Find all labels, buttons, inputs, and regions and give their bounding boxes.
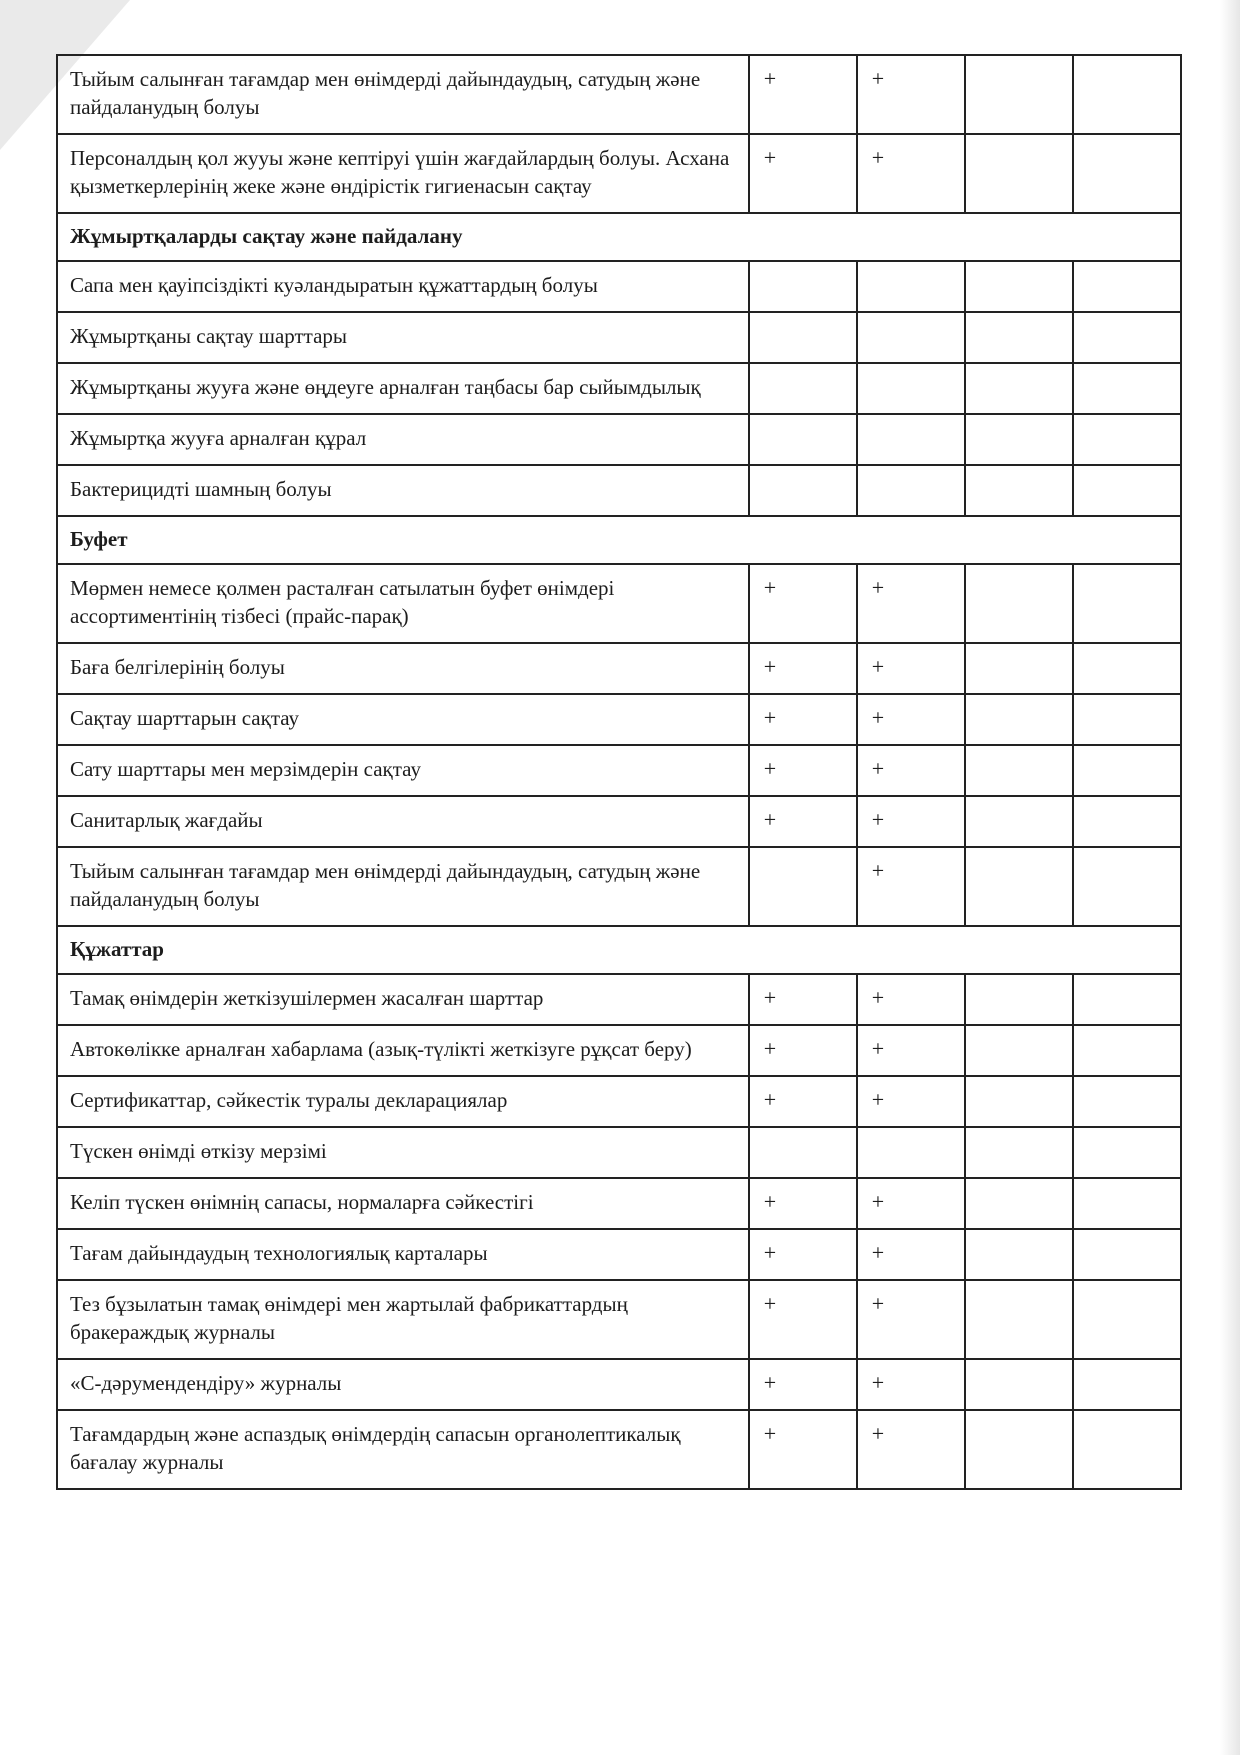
mark-cell-3: [965, 414, 1073, 465]
mark-cell-2: +: [857, 1280, 965, 1359]
mark-cell-1: [749, 465, 857, 516]
mark-cell-1: +: [749, 694, 857, 745]
checklist-row: [57, 1410, 1181, 1489]
mark-cell-3: [965, 796, 1073, 847]
mark-cell-1: +: [749, 974, 857, 1025]
checklist-row: [57, 643, 1181, 694]
mark-cell-1: +: [749, 1229, 857, 1280]
checklist-row: [57, 1280, 1181, 1359]
requirement-text: Жұмыртқаны жууға және өңдеуге арналған таңбасы бар сыйымдылық: [57, 363, 749, 414]
checklist-table: [56, 54, 1182, 1490]
checklist-row: [57, 745, 1181, 796]
requirement-text: Тез бұзылатын тамақ өнімдері мен жартылай фабрикаттардың бракераждық журналы: [57, 1280, 749, 1359]
requirement-text: Мөрмен немесе қолмен расталған сатылатын буфет өнімдері ассортиментінің тізбесі (прайс-парақ): [57, 564, 749, 643]
checklist-row: [57, 134, 1181, 213]
requirement-text: Сапа мен қауіпсіздікті куәландыратын құжаттардың болуы: [57, 261, 749, 312]
mark-cell-4: [1073, 1127, 1181, 1178]
mark-cell-3: [965, 1178, 1073, 1229]
mark-cell-4: [1073, 1280, 1181, 1359]
mark-cell-1: +: [749, 1025, 857, 1076]
mark-cell-3: [965, 1076, 1073, 1127]
checklist-row: [57, 847, 1181, 926]
mark-cell-4: [1073, 55, 1181, 134]
mark-cell-4: [1073, 414, 1181, 465]
section-header-row: [57, 926, 1181, 974]
checklist-row: [57, 796, 1181, 847]
mark-cell-2: +: [857, 694, 965, 745]
mark-cell-3: [965, 465, 1073, 516]
mark-cell-1: +: [749, 745, 857, 796]
checklist-row: [57, 1127, 1181, 1178]
mark-cell-4: [1073, 1229, 1181, 1280]
mark-cell-2: +: [857, 134, 965, 213]
mark-cell-4: [1073, 363, 1181, 414]
checklist-body: [57, 55, 1181, 1489]
requirement-text: Бактерицидті шамның болуы: [57, 465, 749, 516]
requirement-text: Сертификаттар, сәйкестік туралы декларациялар: [57, 1076, 749, 1127]
checklist-row: [57, 564, 1181, 643]
mark-cell-1: +: [749, 55, 857, 134]
requirement-text: «С-дәрумендендіру» журналы: [57, 1359, 749, 1410]
mark-cell-2: +: [857, 643, 965, 694]
mark-cell-2: +: [857, 564, 965, 643]
mark-cell-1: [749, 414, 857, 465]
mark-cell-1: [749, 363, 857, 414]
requirement-text: Тыйым салынған тағамдар мен өнімдерді дайындаудың, сатудың және пайдаланудың болуы: [57, 55, 749, 134]
mark-cell-3: [965, 1410, 1073, 1489]
section-title: Құжаттар: [57, 926, 1181, 974]
mark-cell-4: [1073, 134, 1181, 213]
section-title: Буфет: [57, 516, 1181, 564]
mark-cell-4: [1073, 261, 1181, 312]
requirement-text: Персоналдың қол жууы және кептіруі үшін жағдайлардың болуы. Асхана қызметкерлерінің жеке және өндірістік гигиенасын сақтау: [57, 134, 749, 213]
mark-cell-2: [857, 363, 965, 414]
checklist-row: [57, 1359, 1181, 1410]
mark-cell-2: [857, 414, 965, 465]
requirement-text: Түскен өнімді өткізу мерзімі: [57, 1127, 749, 1178]
checklist-row: [57, 312, 1181, 363]
mark-cell-2: +: [857, 745, 965, 796]
mark-cell-3: [965, 564, 1073, 643]
mark-cell-1: +: [749, 564, 857, 643]
mark-cell-1: +: [749, 1410, 857, 1489]
mark-cell-1: [749, 847, 857, 926]
mark-cell-2: +: [857, 1025, 965, 1076]
mark-cell-2: [857, 465, 965, 516]
mark-cell-2: +: [857, 1076, 965, 1127]
checklist-row: [57, 1178, 1181, 1229]
checklist-row: [57, 261, 1181, 312]
mark-cell-1: +: [749, 643, 857, 694]
mark-cell-4: [1073, 643, 1181, 694]
mark-cell-3: [965, 745, 1073, 796]
mark-cell-3: [965, 363, 1073, 414]
mark-cell-1: +: [749, 796, 857, 847]
mark-cell-4: [1073, 1410, 1181, 1489]
section-header-row: [57, 213, 1181, 261]
requirement-text: Келіп түскен өнімнің сапасы, нормаларға сәйкестігі: [57, 1178, 749, 1229]
mark-cell-3: [965, 1229, 1073, 1280]
mark-cell-2: +: [857, 796, 965, 847]
mark-cell-3: [965, 1127, 1073, 1178]
mark-cell-1: +: [749, 1359, 857, 1410]
mark-cell-3: [965, 55, 1073, 134]
mark-cell-2: +: [857, 847, 965, 926]
requirement-text: Сату шарттары мен мерзімдерін сақтау: [57, 745, 749, 796]
mark-cell-3: [965, 1280, 1073, 1359]
mark-cell-2: +: [857, 1229, 965, 1280]
mark-cell-4: [1073, 847, 1181, 926]
mark-cell-2: [857, 261, 965, 312]
mark-cell-4: [1073, 1076, 1181, 1127]
section-header-row: [57, 516, 1181, 564]
mark-cell-4: [1073, 1359, 1181, 1410]
mark-cell-3: [965, 847, 1073, 926]
requirement-text: Тағамдардың және аспаздық өнімдердің сапасын органолептикалық бағалау журналы: [57, 1410, 749, 1489]
requirement-text: Автокөлікке арналған хабарлама (азық-түлікті жеткізуге рұқсат беру): [57, 1025, 749, 1076]
mark-cell-3: [965, 134, 1073, 213]
mark-cell-4: [1073, 745, 1181, 796]
checklist-row: [57, 1229, 1181, 1280]
mark-cell-3: [965, 974, 1073, 1025]
mark-cell-1: +: [749, 1076, 857, 1127]
mark-cell-3: [965, 643, 1073, 694]
mark-cell-3: [965, 1359, 1073, 1410]
mark-cell-1: +: [749, 134, 857, 213]
mark-cell-4: [1073, 312, 1181, 363]
mark-cell-2: [857, 1127, 965, 1178]
mark-cell-2: +: [857, 1178, 965, 1229]
requirement-text: Тыйым салынған тағамдар мен өнімдерді дайындаудың, сатудың және пайдаланудың болуы: [57, 847, 749, 926]
mark-cell-2: +: [857, 1359, 965, 1410]
mark-cell-3: [965, 694, 1073, 745]
requirement-text: Баға белгілерінің болуы: [57, 643, 749, 694]
mark-cell-4: [1073, 974, 1181, 1025]
requirement-text: Сақтау шарттарын сақтау: [57, 694, 749, 745]
mark-cell-3: [965, 1025, 1073, 1076]
checklist-row: [57, 1025, 1181, 1076]
requirement-text: Тағам дайындаудың технологиялық карталары: [57, 1229, 749, 1280]
checklist-row: [57, 55, 1181, 134]
mark-cell-4: [1073, 796, 1181, 847]
requirement-text: Санитарлық жағдайы: [57, 796, 749, 847]
mark-cell-3: [965, 261, 1073, 312]
mark-cell-1: +: [749, 1178, 857, 1229]
mark-cell-3: [965, 312, 1073, 363]
mark-cell-4: [1073, 564, 1181, 643]
mark-cell-4: [1073, 465, 1181, 516]
mark-cell-4: [1073, 1025, 1181, 1076]
requirement-text: Тамақ өнімдерін жеткізушілермен жасалған шарттар: [57, 974, 749, 1025]
checklist-row: [57, 465, 1181, 516]
mark-cell-2: +: [857, 55, 965, 134]
checklist-row: [57, 363, 1181, 414]
mark-cell-4: [1073, 694, 1181, 745]
requirement-text: Жұмыртқа жууға арналған құрал: [57, 414, 749, 465]
checklist-row: [57, 694, 1181, 745]
mark-cell-2: [857, 312, 965, 363]
checklist-row: [57, 1076, 1181, 1127]
section-title: Жұмыртқаларды сақтау және пайдалану: [57, 213, 1181, 261]
mark-cell-1: [749, 261, 857, 312]
page-edge-shadow: [1220, 0, 1240, 1755]
mark-cell-1: +: [749, 1280, 857, 1359]
mark-cell-2: +: [857, 1410, 965, 1489]
checklist-row: [57, 974, 1181, 1025]
mark-cell-2: +: [857, 974, 965, 1025]
mark-cell-1: [749, 1127, 857, 1178]
requirement-text: Жұмыртқаны сақтау шарттары: [57, 312, 749, 363]
mark-cell-4: [1073, 1178, 1181, 1229]
checklist-row: [57, 414, 1181, 465]
mark-cell-1: [749, 312, 857, 363]
